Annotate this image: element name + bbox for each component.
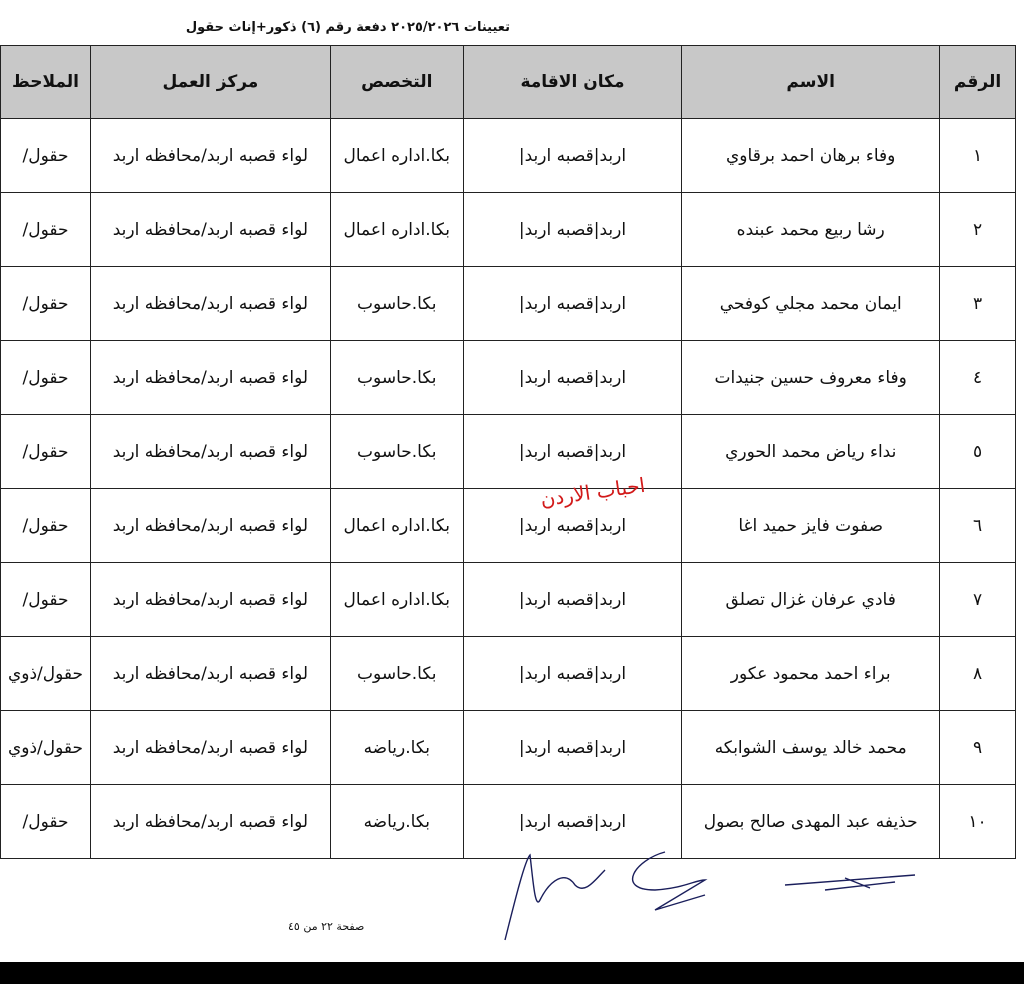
scanner-bottom-bar	[0, 962, 1024, 984]
row-specialty: بكا.حاسوب	[330, 637, 463, 711]
page-number: صفحة ٢٢ من ٤٥	[288, 920, 365, 933]
row-specialty: بكا.حاسوب	[330, 341, 463, 415]
row-residence: اربد|قصبه اربد|	[463, 711, 682, 785]
table-row	[1, 711, 1016, 785]
table-row	[1, 637, 1016, 711]
row-notes: حقول/	[1, 415, 91, 489]
row-specialty: بكا.اداره اعمال	[330, 489, 463, 563]
watermark-text: احباب الاردن	[538, 472, 647, 512]
header-residence: مكان الاقامة	[463, 46, 682, 119]
row-residence: اربد|قصبه اربد|	[463, 267, 682, 341]
table-header-row	[1, 46, 1016, 119]
row-notes: حقول/	[1, 119, 91, 193]
document-title: تعيينات ٢٠٢٥/٢٠٢٦ دفعة رقم (٦) ذكور+إناث حقول	[185, 20, 510, 35]
row-workplace: لواء قصبه اربد/محافظه اربد	[90, 267, 330, 341]
row-notes: حقول/	[1, 563, 91, 637]
row-workplace: لواء قصبه اربد/محافظه اربد	[90, 119, 330, 193]
row-name: فادي عرفان غزال تصلق	[682, 563, 940, 637]
row-name: نداء رياض محمد الحوري	[682, 415, 940, 489]
header-notes: الملاحظ	[1, 46, 91, 119]
row-specialty: بكا.رياضه	[330, 711, 463, 785]
row-workplace: لواء قصبه اربد/محافظه اربد	[90, 785, 330, 859]
row-workplace: لواء قصبه اربد/محافظه اربد	[90, 415, 330, 489]
row-workplace: لواء قصبه اربد/محافظه اربد	[90, 637, 330, 711]
header-number: الرقم	[940, 46, 1016, 119]
row-name: وفاء برهان احمد برقاوي	[682, 119, 940, 193]
row-number: ٥	[940, 415, 1016, 489]
row-workplace: لواء قصبه اربد/محافظه اربد	[90, 563, 330, 637]
row-name: براء احمد محمود عكور	[682, 637, 940, 711]
row-workplace: لواء قصبه اربد/محافظه اربد	[90, 341, 330, 415]
table-row	[1, 489, 1016, 563]
header-specialty: التخصص	[330, 46, 463, 119]
row-notes: حقول/	[1, 267, 91, 341]
table-row	[1, 193, 1016, 267]
row-name: ايمان محمد مجلي كوفحي	[682, 267, 940, 341]
row-number: ٣	[940, 267, 1016, 341]
signature-scribble	[495, 840, 925, 950]
row-name: وفاء معروف حسين جنيدات	[682, 341, 940, 415]
row-residence: اربد|قصبه اربد|	[463, 637, 682, 711]
row-notes: حقول/ذوي	[1, 711, 91, 785]
header-workplace: مركز العمل	[90, 46, 330, 119]
row-residence: اربد|قصبه اربد|	[463, 119, 682, 193]
row-workplace: لواء قصبه اربد/محافظه اربد	[90, 193, 330, 267]
header-name: الاسم	[682, 46, 940, 119]
row-workplace: لواء قصبه اربد/محافظه اربد	[90, 711, 330, 785]
table-row	[1, 341, 1016, 415]
row-number: ٢	[940, 193, 1016, 267]
row-specialty: بكا.اداره اعمال	[330, 563, 463, 637]
row-number: ٤	[940, 341, 1016, 415]
row-residence: اربد|قصبه اربد|	[463, 193, 682, 267]
row-number: ٦	[940, 489, 1016, 563]
row-name: صفوت فايز حميد اغا	[682, 489, 940, 563]
row-number: ١٠	[940, 785, 1016, 859]
row-specialty: بكا.اداره اعمال	[330, 119, 463, 193]
row-notes: حقول/	[1, 193, 91, 267]
row-name: رشا ربيع محمد عبنده	[682, 193, 940, 267]
row-specialty: بكا.رياضه	[330, 785, 463, 859]
row-residence: اربد|قصبه اربد|	[463, 415, 682, 489]
row-residence: اربد|قصبه اربد|	[463, 489, 682, 563]
row-specialty: بكا.اداره اعمال	[330, 193, 463, 267]
table-row	[1, 415, 1016, 489]
row-specialty: بكا.حاسوب	[330, 415, 463, 489]
row-number: ٨	[940, 637, 1016, 711]
table-row	[1, 119, 1016, 193]
appointments-table	[0, 45, 1016, 859]
row-name: حذيفه عبد المهدى صالح بصول	[682, 785, 940, 859]
row-residence: اربد|قصبه اربد|	[463, 785, 682, 859]
row-notes: حقول/	[1, 785, 91, 859]
row-notes: حقول/	[1, 341, 91, 415]
row-name: محمد خالد يوسف الشوابكه	[682, 711, 940, 785]
row-workplace: لواء قصبه اربد/محافظه اربد	[90, 489, 330, 563]
row-number: ٧	[940, 563, 1016, 637]
row-number: ٩	[940, 711, 1016, 785]
row-residence: اربد|قصبه اربد|	[463, 563, 682, 637]
row-number: ١	[940, 119, 1016, 193]
table-row	[1, 563, 1016, 637]
row-residence: اربد|قصبه اربد|	[463, 341, 682, 415]
row-specialty: بكا.حاسوب	[330, 267, 463, 341]
row-notes: حقول/	[1, 489, 91, 563]
table-row	[1, 267, 1016, 341]
row-notes: حقول/ذوي	[1, 637, 91, 711]
table-body	[1, 119, 1016, 859]
